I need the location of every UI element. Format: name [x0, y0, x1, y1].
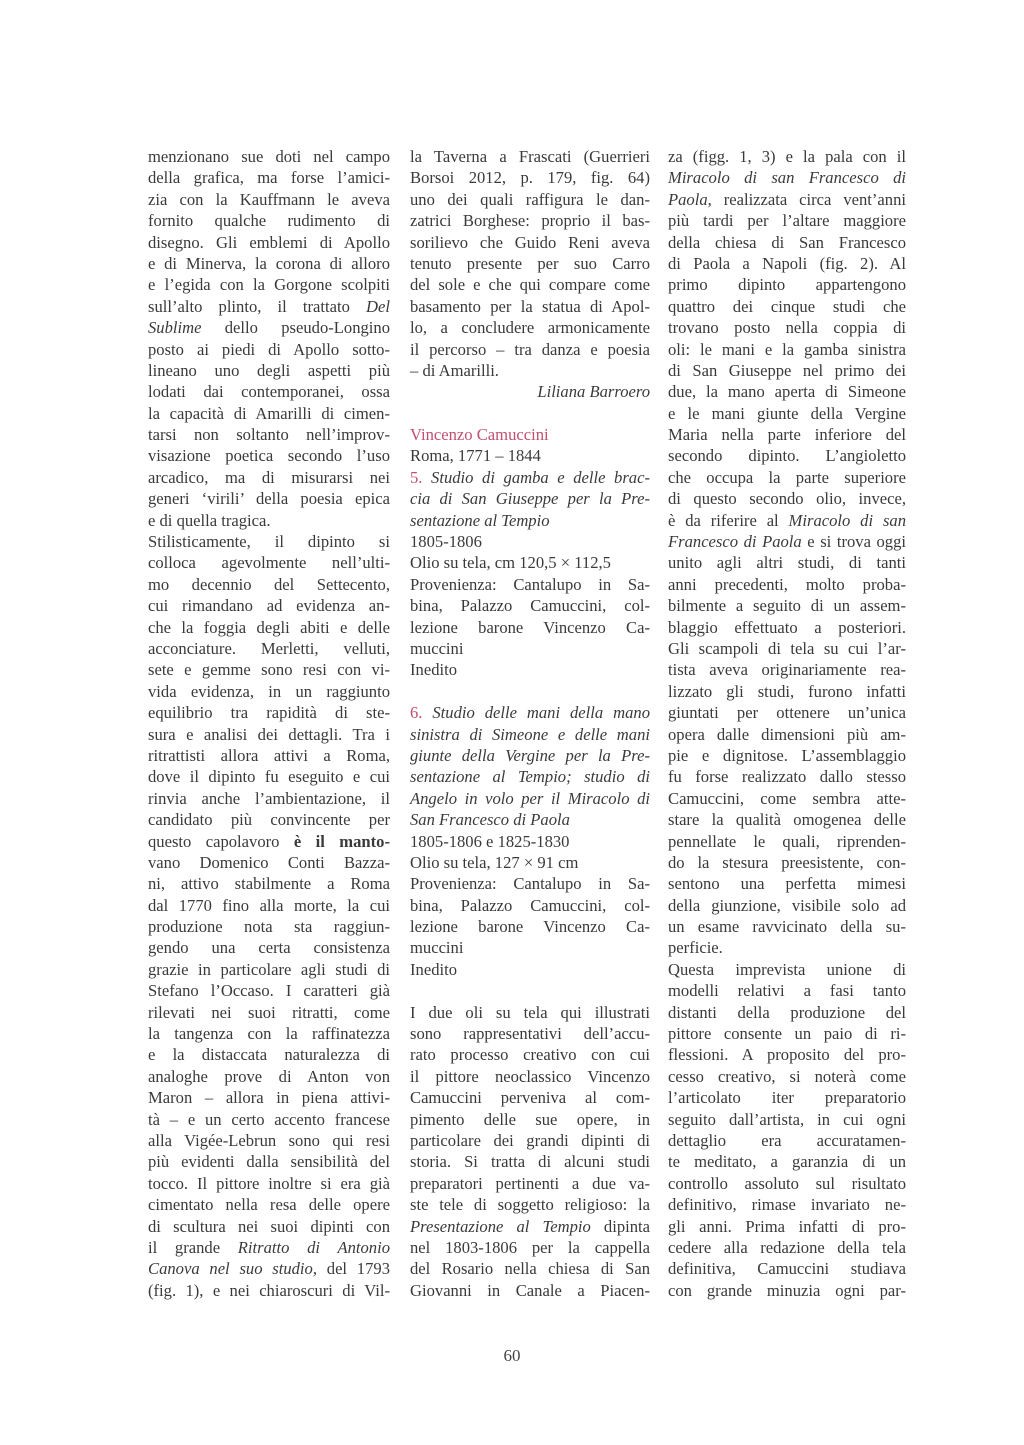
catalog-entry-6 [410, 702, 650, 980]
spacer [410, 980, 650, 1001]
text-line: l’articolato iter preparatorio [668, 1088, 906, 1108]
text-fragment: il grande [148, 1237, 238, 1257]
text-line: bilmente a seguito di un assem- [668, 596, 906, 616]
text-line: fornito qualche rudimento di [148, 211, 390, 231]
entry-provenance: lezione barone Vincenzo Ca- [410, 917, 650, 937]
text-line: blaggio effettuato a posteriori. [668, 617, 906, 637]
text-line: di San Giuseppe nel primo dei [668, 360, 906, 380]
text-fragment: questo capolavoro [148, 831, 294, 851]
entry-title-line: sentazione al Tempio [410, 510, 550, 530]
text-line: che la foggia degli abiti e delle [148, 617, 390, 637]
text-line: vida evidenza, in un raggiunto [148, 681, 390, 701]
text-line [668, 189, 906, 210]
text-line: Maria nella parte inferiore del [668, 425, 906, 445]
text-line: un esame ravvicinato della su- [668, 917, 906, 937]
text-line: anni precedenti, molto proba- [668, 574, 906, 594]
text-line: lizzato gli studi, furono infatti [668, 681, 906, 701]
text-fragment: , realizzata circa vent’anni [707, 189, 906, 209]
text-line: perficie. [668, 938, 723, 958]
author-signature: Liliana Barroero [537, 382, 650, 402]
entry-commentary [410, 1002, 650, 1301]
text-line: lodati dai contemporanei, ossa [148, 382, 390, 402]
text-line: stare la qualità omogenea delle [668, 810, 906, 830]
entry-date: 1805-1806 [410, 532, 482, 552]
text-line: rato processo creativo con cui [410, 1045, 650, 1065]
text-line: storia. Si tratta di alcuni studi [410, 1152, 650, 1172]
text-line: il pittore neoclassico Vincenzo [410, 1066, 650, 1086]
text-line: trovano posto nella coppia di [668, 318, 906, 338]
text-line: primo dipinto appartengono [668, 275, 906, 295]
spacer [410, 403, 650, 424]
text-line: modelli relativi a fasi tanto [668, 981, 906, 1001]
text-line: arcadico, ma di misurarsi nei [148, 467, 390, 487]
text-line: sura e analisi dei dettagli. Tra i [148, 724, 390, 744]
text-line: Borsoi 2012, p. 179, fig. 64) [410, 168, 650, 188]
text-line: controllo assoluto sul risultato [668, 1173, 906, 1193]
text-line: due, la mano aperta di Simeone [668, 382, 906, 402]
text-line: che occupa la parte superiore [668, 467, 906, 487]
text-line: Maron – allora in piena attivi- [148, 1088, 390, 1108]
entry-number: 5. [410, 467, 423, 487]
italic-title: Miracolo di san [788, 510, 907, 530]
text-line: il percorso – tra danza e poesia [410, 339, 650, 359]
text-fragment: e si trova oggi [801, 532, 906, 552]
italic-title: Sublime [148, 318, 202, 338]
text-line: tenuto presente per suo Carro [410, 253, 650, 273]
text-line [668, 531, 906, 552]
text-line: Camuccini, come sembra atte- [668, 788, 906, 808]
text-line: visazione poetica secondo l’uso [148, 446, 390, 466]
text-line: e le mani giunte della Vergine [668, 403, 906, 423]
text-line [148, 1258, 390, 1279]
artist-dates: Roma, 1771 – 1844 [410, 446, 541, 466]
text-line: te meditato, a garanzia di un [668, 1152, 906, 1172]
text-line: flessioni. A proposito del pro- [668, 1045, 906, 1065]
entry-provenance: bina, Palazzo Camuccini, col- [410, 596, 650, 616]
text-line: dove il dipinto fu eseguito e cui [148, 767, 390, 787]
entry-title-line: cia di San Giuseppe per la Pre- [410, 489, 650, 509]
text-fragment: dipinta [590, 1216, 650, 1236]
text-line: I due oli su tela qui illustrati [410, 1002, 650, 1022]
text-line: Miracolo di san Francesco di [668, 168, 906, 188]
text-fragment: sull’alto plinto, il trattato [148, 296, 367, 316]
text-line: candidato più convincente per [148, 810, 390, 830]
entry-provenance: muccini [410, 638, 464, 658]
text-line: tà – e un certo accento francese [148, 1109, 390, 1129]
text-column-2 [410, 146, 650, 1301]
text-line: unito agli altri studi, di tanti [668, 553, 906, 573]
text-line: rinvia anche l’ambientazione, il [148, 788, 390, 808]
text-line: la capacità di Amarilli di cimen- [148, 403, 390, 423]
text-line: (fig. 1), e nei chiaroscuri di Vil- [148, 1280, 390, 1300]
text-line: la tangenza con la raffinatezza [148, 1024, 390, 1044]
text-line: equilibrio tra rapidità di ste- [148, 703, 390, 723]
text-line: disegno. Gli emblemi di Apollo [148, 232, 390, 252]
text-line: della grafica, ma forse l’amici- [148, 168, 390, 188]
bold-fragment: è il manto- [293, 831, 390, 851]
text-line: distanti della produzione del [668, 1002, 906, 1022]
text-line: pittore consente un paio di ri- [668, 1024, 906, 1044]
entry-title: Studio delle mani della mano [422, 703, 650, 723]
text-line [410, 1216, 650, 1237]
text-fragment: dello pseudo-Longino [201, 318, 390, 338]
entry-title-line: sentazione al Tempio; studio di [410, 767, 650, 787]
text-line: più evidenti dalla sensibilità del [148, 1152, 390, 1172]
text-line: sono rappresentativi dell’accu- [410, 1024, 650, 1044]
entry-provenance: bina, Palazzo Camuccini, col- [410, 895, 650, 915]
entry-title-line: sinistra di Simeone e delle mani [410, 724, 650, 744]
text-line: acconciature. Merletti, velluti, [148, 638, 390, 658]
text-line [148, 317, 390, 338]
page-number: 60 [503, 1346, 521, 1365]
text-line: Gli scampoli di tela su cui l’ar- [668, 638, 906, 658]
text-line: sorilievo che Guido Reni aveva [410, 232, 650, 252]
entry-date: 1805-1806 e 1825-1830 [410, 831, 570, 851]
text-line: Stilisticamente, il dipinto si [148, 532, 390, 552]
text-line: pimento delle sue opere, in [410, 1109, 650, 1129]
text-line: lineano uno degli aspetti più [148, 360, 390, 380]
text-line: generi ‘virili’ della poesia epica [148, 489, 390, 509]
entry-provenance: Provenienza: Cantalupo in Sa- [410, 874, 650, 894]
entry-provenance: Provenienza: Cantalupo in Sa- [410, 574, 650, 594]
text-line: gli anni. Prima infatti di pro- [668, 1216, 906, 1236]
text-line: e l’egida con la Gorgone scolpiti [148, 275, 390, 295]
text-line: fu forse realizzato dallo stesso [668, 767, 906, 787]
text-line: alla Vigée-Lebrun sono qui resi [148, 1130, 390, 1150]
text-line: giuntati per ottenere un’unica [668, 703, 906, 723]
text-line: sentono una perfetta mimesi [668, 874, 906, 894]
text-line: definitivo, rimase invariato ne- [668, 1195, 906, 1215]
entry-title-line [410, 467, 650, 488]
text-line: con grande minuzia ogni par- [668, 1280, 906, 1300]
text-line: del Rosario nella chiesa di San [410, 1259, 650, 1279]
catalog-entry-5 [410, 467, 650, 681]
text-line: menzionano sue doti nel campo [148, 147, 390, 166]
text-line: ste tele di soggetto religioso: la [410, 1195, 650, 1215]
text-line: più tardi per l’altare maggiore [668, 211, 906, 231]
text-line [668, 510, 906, 531]
text-line: cimentato nella resa delle opere [148, 1195, 390, 1215]
text-line: la Taverna a Frascati (Guerrieri [410, 147, 650, 166]
entry-title-line [410, 702, 650, 723]
entry-status: Inedito [410, 959, 458, 979]
text-column-1 [148, 146, 390, 1301]
essay-conclusion [410, 146, 650, 403]
text-line: di scultura nei suoi dipinti con [148, 1216, 390, 1236]
italic-title: Canova nel suo studio [148, 1259, 313, 1279]
text-line: del sole e che qui compare come [410, 275, 650, 295]
text-line: produzione nota sta raggiun- [148, 917, 390, 937]
text-line: di questo secondo olio, invece, [668, 489, 906, 509]
text-line: Camuccini perveniva al com- [410, 1088, 650, 1108]
text-line: uno dei quali raffigura le dan- [410, 189, 650, 209]
italic-title: Paola [668, 189, 708, 209]
text-line: della chiesa di San Francesco [668, 232, 906, 252]
text-line: dal 1770 fino alla morte, la cui [148, 895, 390, 915]
text-line: preparatori pertinenti a due va- [410, 1173, 650, 1193]
text-line: grazie in particolare agli studi di [148, 959, 390, 979]
text-fragment: è da riferire al [668, 510, 789, 530]
entry-provenance: muccini [410, 938, 464, 958]
entry-title-line: Angelo in volo per il Miracolo di [410, 788, 650, 808]
text-line: tocco. Il pittore inoltre si era già [148, 1173, 390, 1193]
text-line: – di Amarilli. [410, 360, 499, 380]
italic-title: Francesco di Paola [668, 532, 802, 552]
text-line: e di Minerva, la corona di alloro [148, 253, 390, 273]
text-line: Questa imprevista unione di [668, 959, 906, 979]
text-line: lo, a concludere armonicamente [410, 318, 650, 338]
text-line: e la distaccata naturalezza di [148, 1045, 390, 1065]
text-line: posto ai piedi di Apollo sotto- [148, 339, 390, 359]
text-line: Stefano l’Occaso. I caratteri già [148, 981, 390, 1001]
entry-medium: Olio su tela, 127 × 91 cm [410, 852, 579, 872]
text-line [148, 831, 390, 852]
text-line: cui rimandano ad evidenza an- [148, 596, 390, 616]
text-line: mo decennio del Settecento, [148, 574, 390, 594]
text-line [148, 1237, 390, 1258]
text-line: Giovanni in Canale a Piacen- [410, 1280, 650, 1300]
text-line: pie e dignitose. L’assemblaggio [668, 745, 906, 765]
text-line: dettaglio era accuratamen- [668, 1130, 906, 1150]
text-line: pennellate le quali, riprenden- [668, 831, 906, 851]
text-line: colloca agevolmente nell’ulti- [148, 553, 390, 573]
text-line: gendo una certa consistenza [148, 938, 390, 958]
text-line: analoghe prove di Anton von [148, 1066, 390, 1086]
text-line: nel 1803-1806 per la cappella [410, 1237, 650, 1257]
text-column-3 [668, 146, 906, 1301]
text-line: definitiva, Camuccini studiava [668, 1259, 906, 1279]
italic-title: Ritratto di Antonio [237, 1237, 390, 1257]
text-line: ritrattisti allora attivi a Roma, [148, 745, 390, 765]
entry-medium: Olio su tela, cm 120,5 × 112,5 [410, 553, 611, 573]
text-line: della giunzione, visibile solo ad [668, 895, 906, 915]
text-line: opera dalle dimensioni più am- [668, 724, 906, 744]
text-line: basamento per la statua di Apol- [410, 296, 650, 316]
text-line [148, 296, 390, 317]
text-fragment: , del 1793 [312, 1259, 390, 1279]
entry-title: Studio di gamba e delle brac- [422, 467, 650, 487]
text-line: quattro dei cinque studi che [668, 296, 906, 316]
text-line: cedere alla redazione della tela [668, 1237, 906, 1257]
italic-title: Del [366, 296, 390, 316]
text-line: cesso creativo, si noterà come [668, 1066, 906, 1086]
text-line: zia con la Kauffmann le aveva [148, 189, 390, 209]
text-line: sete e gemme sono resi con vi- [148, 660, 390, 680]
text-line: seguito dall’artista, in cui ogni [668, 1109, 906, 1129]
text-line: vano Domenico Conti Bazza- [148, 852, 390, 872]
entry-status: Inedito [410, 660, 458, 680]
text-line: rilevati nei suoi ritratti, come [148, 1002, 390, 1022]
text-line: di Paola a Napoli (fig. 2). Al [668, 253, 906, 273]
text-line: tista aveva originariamente rea- [668, 660, 906, 680]
artist-name: Vincenzo Camuccini [410, 425, 549, 445]
text-line: secondo dipinto. L’angioletto [668, 446, 906, 466]
text-line: particolare dei grandi dipinti di [410, 1130, 650, 1150]
text-line: tarsi non soltanto nell’improv- [148, 425, 390, 445]
text-line: zatrici Borghese: proprio il bas- [410, 211, 650, 231]
spacer [410, 681, 650, 702]
text-line: ni, attivo stabilmente a Roma [148, 874, 390, 894]
entry-provenance: lezione barone Vincenzo Ca- [410, 617, 650, 637]
entry-number: 6. [410, 703, 423, 723]
text-line: oli: le mani e la gamba sinistra [668, 339, 906, 359]
text-line: do la stesura preesistente, con- [668, 852, 906, 872]
text-line: e di quella tragica. [148, 510, 271, 530]
italic-title: Presentazione al Tempio [410, 1216, 591, 1236]
text-line: za (figg. 1, 3) e la pala con il [668, 147, 906, 166]
entry-title-line: San Francesco di Paola [410, 810, 570, 830]
entry-title-line: giunte della Vergine per la Pre- [410, 745, 650, 765]
catalog-entry-header [410, 424, 650, 467]
